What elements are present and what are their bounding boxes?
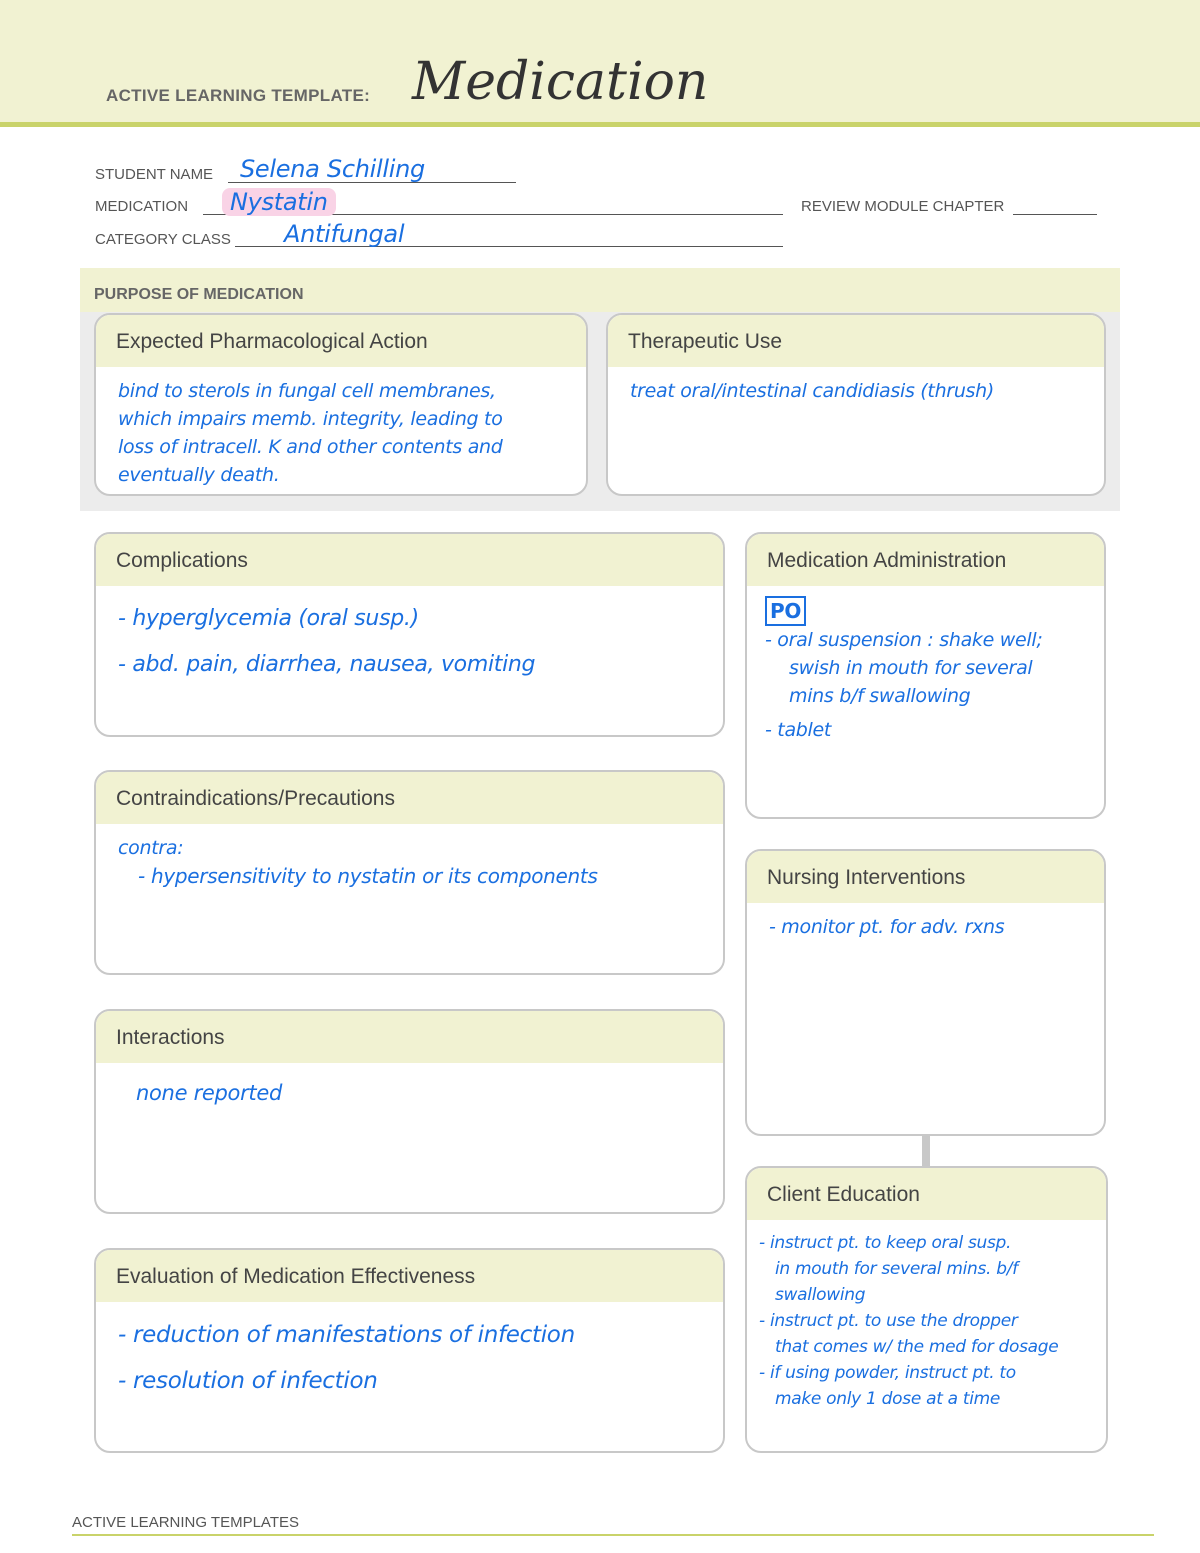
therapeutic-use-header bbox=[608, 315, 1104, 367]
complications-title: Complications bbox=[116, 549, 248, 572]
expected-action-header bbox=[96, 315, 586, 367]
nursing-header bbox=[747, 851, 1104, 903]
expected-action-line: loss of intracell. K and other contents and bbox=[118, 436, 503, 458]
client-education-line: - instruct pt. to keep oral susp. bbox=[759, 1233, 1012, 1253]
administration-line: swish in mouth for several bbox=[789, 657, 1033, 679]
client-education-box bbox=[745, 1166, 1108, 1453]
expected-action-box bbox=[94, 313, 588, 496]
expected-action-line: which impairs memb. integrity, leading to bbox=[118, 408, 503, 430]
administration-line: mins b/f swallowing bbox=[789, 685, 971, 707]
administration-title: Medication Administration bbox=[767, 549, 1007, 572]
therapeutic-use-body[interactable] bbox=[608, 367, 1104, 405]
client-education-header bbox=[747, 1168, 1106, 1220]
interactions-line: none reported bbox=[136, 1081, 283, 1105]
footer-text: ACTIVE LEARNING TEMPLATES bbox=[72, 1514, 299, 1531]
interactions-body[interactable] bbox=[96, 1063, 723, 1107]
complications-line: - abd. pain, diarrhea, nausea, vomiting bbox=[118, 652, 536, 677]
client-education-title: Client Education bbox=[767, 1183, 920, 1206]
administration-line: - oral suspension : shake well; bbox=[765, 629, 1043, 651]
contraindications-title: Contraindications/Precautions bbox=[116, 787, 395, 810]
category-class-value[interactable]: Antifungal bbox=[284, 220, 405, 248]
administration-header bbox=[747, 534, 1104, 586]
contraindications-body[interactable] bbox=[96, 824, 723, 890]
expected-action-line: bind to sterols in fungal cell membranes, bbox=[118, 380, 496, 402]
client-education-line: - instruct pt. to use the dropper bbox=[759, 1311, 1018, 1331]
interactions-header bbox=[96, 1011, 723, 1063]
interactions-title: Interactions bbox=[116, 1026, 225, 1049]
therapeutic-use-title: Therapeutic Use bbox=[628, 330, 783, 353]
client-education-body[interactable] bbox=[747, 1220, 1106, 1412]
expected-action-line: eventually death. bbox=[118, 464, 280, 486]
evaluation-body[interactable] bbox=[96, 1302, 723, 1404]
nursing-line: - monitor pt. for adv. rxns bbox=[769, 916, 1005, 938]
connector-bar bbox=[922, 1135, 930, 1167]
client-education-line: - if using powder, instruct pt. to bbox=[759, 1363, 1016, 1383]
contraindications-line: contra: bbox=[118, 837, 184, 859]
medication-value[interactable] bbox=[222, 188, 336, 216]
expected-action-body[interactable] bbox=[96, 367, 586, 489]
complications-body[interactable] bbox=[96, 586, 723, 688]
purpose-label: PURPOSE OF MEDICATION bbox=[94, 286, 304, 303]
evaluation-header bbox=[96, 1250, 723, 1302]
evaluation-title: Evaluation of Medication Effectiveness bbox=[116, 1265, 476, 1288]
page-title: Medication bbox=[412, 52, 709, 112]
therapeutic-use-line: treat oral/intestinal candidiasis (thrush) bbox=[630, 380, 995, 402]
client-education-line: that comes w/ the med for dosage bbox=[775, 1337, 1059, 1357]
evaluation-line: - resolution of infection bbox=[118, 1368, 378, 1394]
complications-line: - hyperglycemia (oral susp.) bbox=[118, 606, 419, 631]
review-module-line[interactable] bbox=[1013, 214, 1097, 215]
student-name-value[interactable]: Selena Schilling bbox=[240, 155, 425, 183]
expected-action-title: Expected Pharmacological Action bbox=[116, 330, 428, 353]
student-name-label: STUDENT NAME bbox=[95, 166, 214, 183]
complications-header bbox=[96, 534, 723, 586]
nursing-title: Nursing Interventions bbox=[767, 866, 966, 889]
contraindications-header bbox=[96, 772, 723, 824]
contraindications-line: - hypersensitivity to nystatin or its components bbox=[138, 864, 598, 888]
evaluation-box bbox=[94, 1248, 725, 1453]
route-badge: PO bbox=[765, 596, 806, 626]
administration-box bbox=[745, 532, 1106, 819]
header-rule bbox=[0, 122, 1200, 127]
footer-rule bbox=[72, 1534, 1154, 1536]
complications-box bbox=[94, 532, 725, 737]
administration-body[interactable] bbox=[747, 586, 1104, 744]
nursing-box bbox=[745, 849, 1106, 1136]
category-class-label: CATEGORY CLASS bbox=[95, 231, 231, 248]
client-education-line: in mouth for several mins. b/f bbox=[775, 1259, 1018, 1279]
client-education-line: make only 1 dose at a time bbox=[775, 1389, 1001, 1409]
contraindications-box bbox=[94, 770, 725, 975]
review-module-label: REVIEW MODULE CHAPTER bbox=[801, 198, 1005, 215]
interactions-box bbox=[94, 1009, 725, 1214]
administration-line: - tablet bbox=[765, 719, 832, 741]
therapeutic-use-box bbox=[606, 313, 1106, 496]
client-education-line: swallowing bbox=[775, 1285, 866, 1305]
template-label: ACTIVE LEARNING TEMPLATE: bbox=[106, 86, 371, 105]
medication-label: MEDICATION bbox=[95, 198, 189, 215]
medication-highlight: Nystatin bbox=[222, 188, 336, 216]
nursing-body[interactable] bbox=[747, 903, 1104, 941]
evaluation-line: - reduction of manifestations of infection bbox=[118, 1322, 575, 1348]
